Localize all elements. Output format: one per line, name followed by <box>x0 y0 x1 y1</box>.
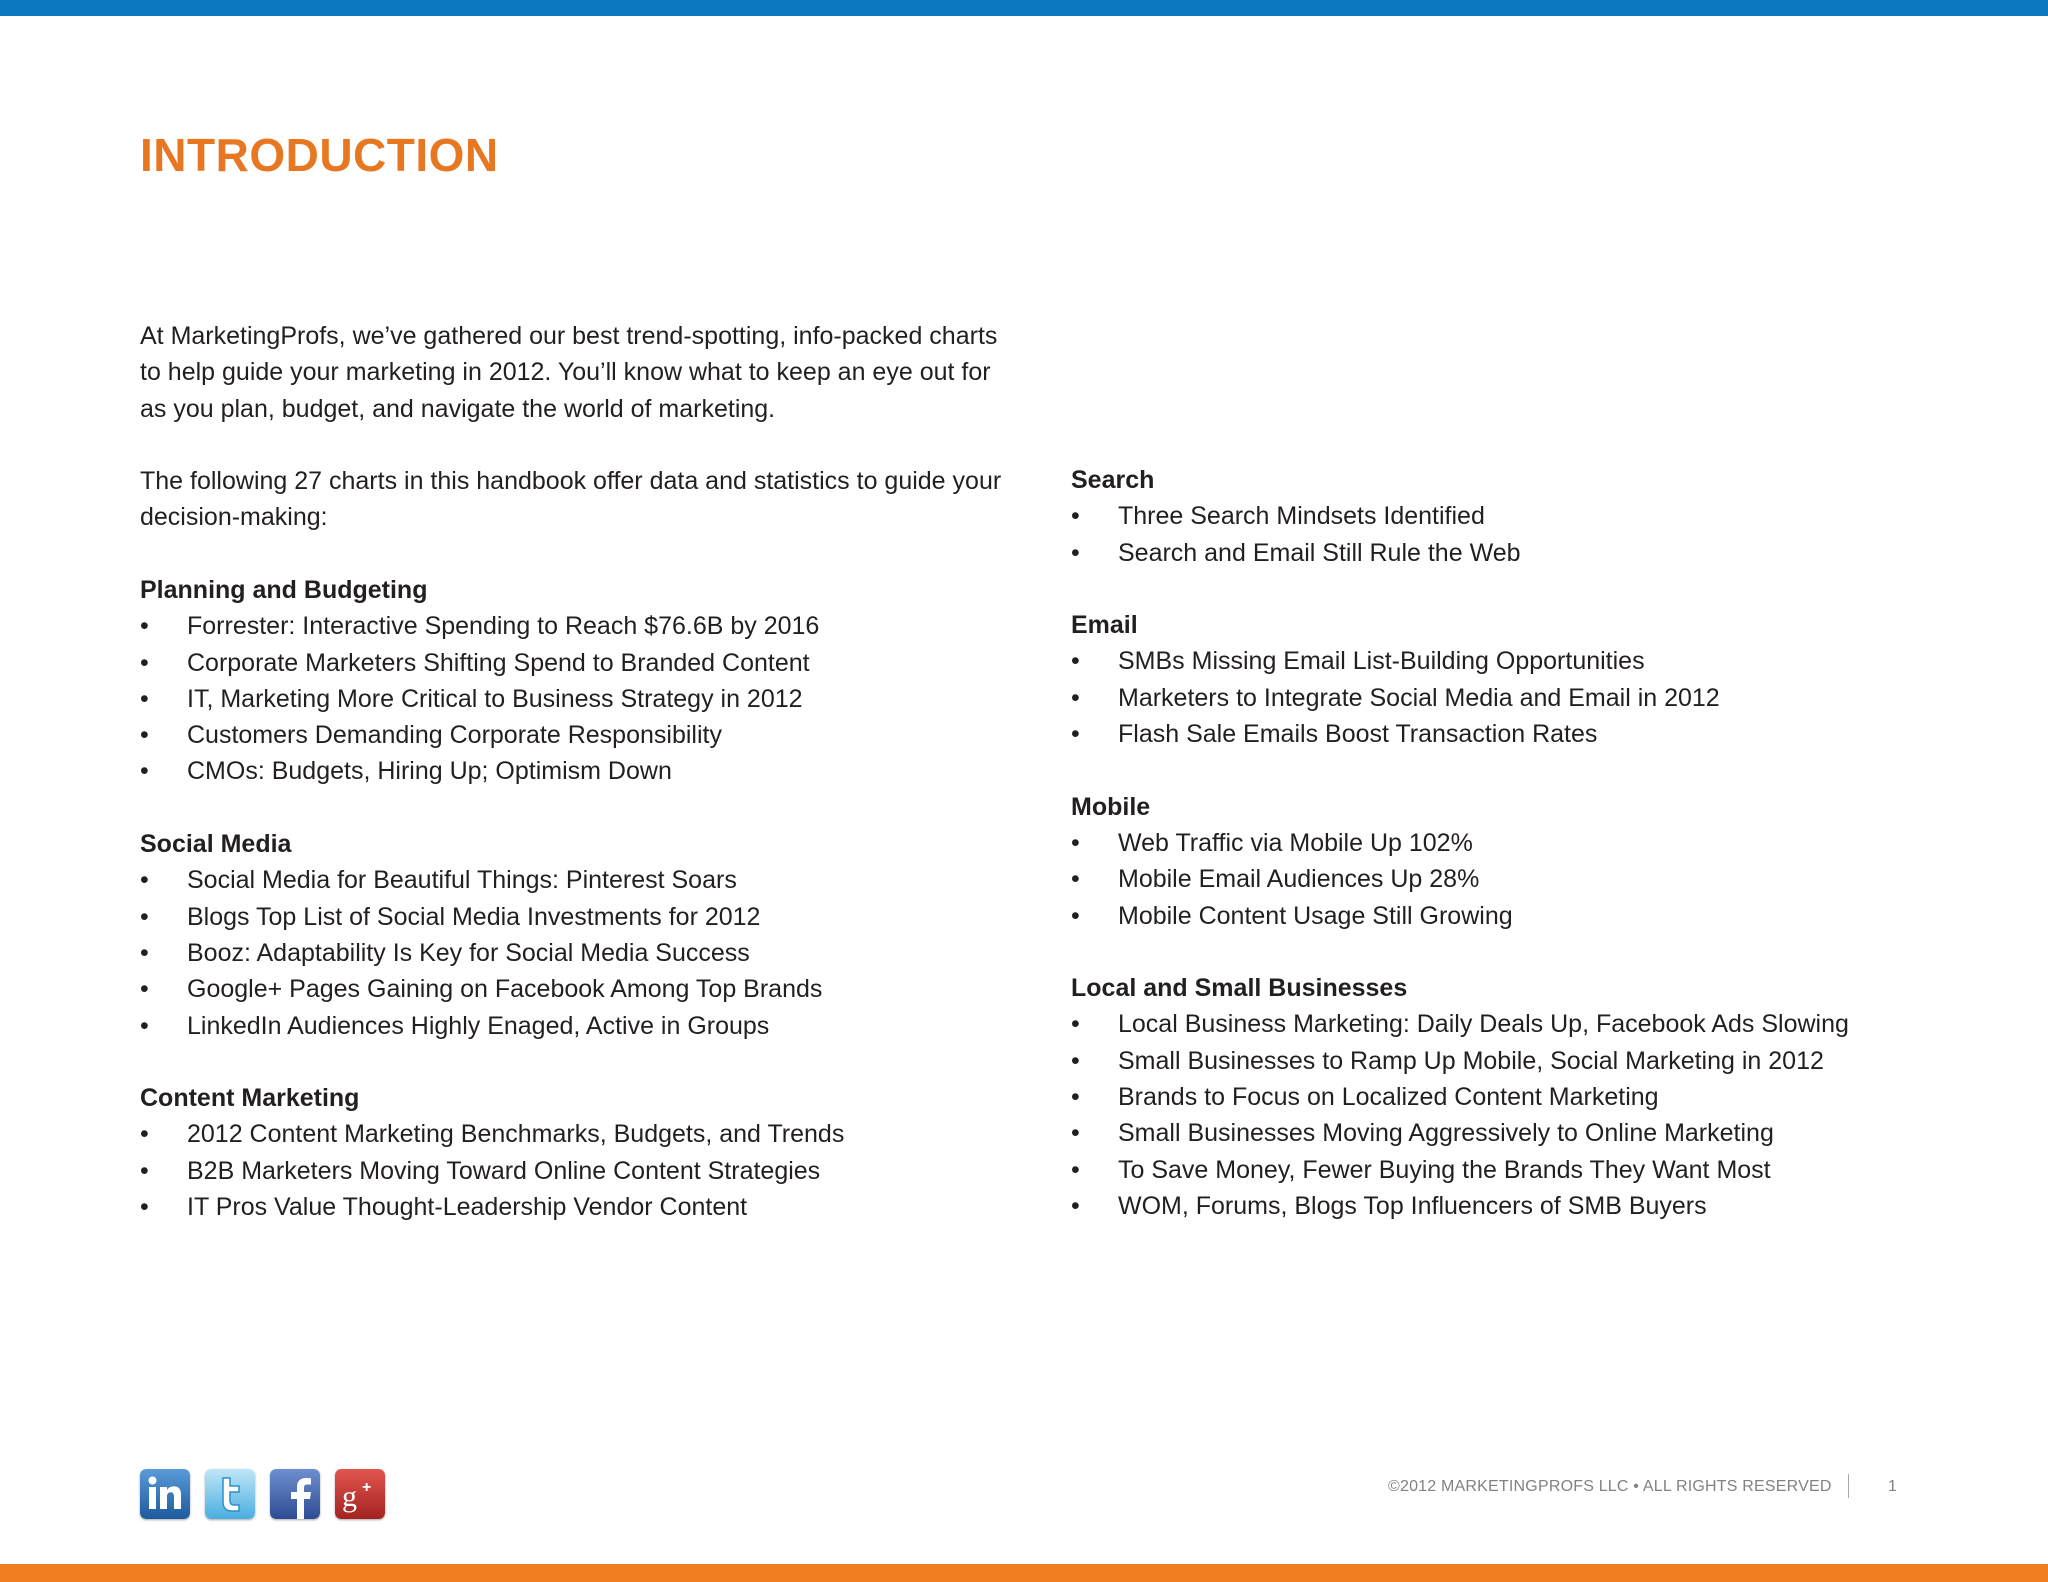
bullet: • <box>1071 1010 1080 1039</box>
intro-paragraph-1 <box>140 318 1040 427</box>
intro-paragraph-2 <box>140 463 1040 536</box>
bullet: • <box>140 757 149 786</box>
bullet: • <box>1071 502 1080 531</box>
chart-list <box>1071 825 1971 934</box>
list-item: • Three Search Mindsets Identified <box>1071 498 1971 534</box>
footer-divider <box>1848 1474 1849 1498</box>
list-item: • Flash Sale Emails Boost Transaction Rates <box>1071 716 1971 752</box>
google-plus-icon[interactable] <box>335 1469 385 1519</box>
section-search <box>1071 462 1971 571</box>
footer-copyright: ©2012 MARKETINGPROFS LLC • ALL RIGHTS RESERVED <box>1388 1478 1832 1495</box>
list-item: • Small Businesses to Ramp Up Mobile, Social Marketing in 2012 <box>1071 1043 1971 1079</box>
list-item: • Forrester: Interactive Spending to Reach $76.6B by 2016 <box>140 608 1040 644</box>
bullet: • <box>140 1193 149 1222</box>
bullet: • <box>140 1156 149 1185</box>
svg-text:g: g <box>342 1480 357 1513</box>
list-item: • IT, Marketing More Critical to Business Strategy in 2012 <box>140 681 1040 717</box>
list-item: • Web Traffic via Mobile Up 102% <box>1071 825 1971 861</box>
page-title: INTRODUCTION <box>140 129 499 181</box>
chart-list <box>140 862 1040 1043</box>
section-local-small-businesses <box>1071 970 1971 1224</box>
bullet: • <box>1071 683 1080 712</box>
bullet: • <box>1071 647 1080 676</box>
section-social-media <box>140 826 1040 1044</box>
list-item: • Customers Demanding Corporate Responsibility <box>140 717 1040 753</box>
section-heading: Planning and Budgeting <box>140 576 428 604</box>
facebook-icon[interactable] <box>270 1469 320 1519</box>
section-email <box>1071 607 1971 752</box>
bullet: • <box>140 612 149 641</box>
bullet: • <box>1071 865 1080 894</box>
intro-line: The following 27 charts in this handbook offer data and statistics to guide your <box>140 467 1002 495</box>
list-item: • Blogs Top List of Social Media Investments for 2012 <box>140 899 1040 935</box>
list-item: • Corporate Marketers Shifting Spend to Branded Content <box>140 645 1040 681</box>
bottom-accent-bar <box>0 1564 2048 1582</box>
intro-line: to help guide your marketing in 2012. You’ll know what to keep an eye out for <box>140 358 991 387</box>
chart-list <box>140 608 1040 789</box>
section-content-marketing <box>140 1080 1040 1225</box>
bullet: • <box>140 721 149 750</box>
list-item: • To Save Money, Fewer Buying the Brands They Want Most <box>1071 1152 1971 1188</box>
bullet: • <box>1071 1155 1080 1184</box>
chart-list <box>1071 498 1971 571</box>
page-number: 1 <box>1888 1478 1898 1495</box>
bullet: • <box>140 938 149 967</box>
list-item: • B2B Marketers Moving Toward Online Content Strategies <box>140 1153 1040 1189</box>
bullet: • <box>1071 1119 1080 1148</box>
linkedin-icon[interactable] <box>140 1469 190 1519</box>
list-item: • Local Business Marketing: Daily Deals Up, Facebook Ads Slowing <box>1071 1006 1971 1042</box>
section-heading: Social Media <box>140 830 292 859</box>
chart-list <box>1071 1006 1971 1224</box>
bullet: • <box>140 684 149 713</box>
intro-line: as you plan, budget, and navigate the world of marketing. <box>140 394 776 423</box>
list-item: • 2012 Content Marketing Benchmarks, Budgets, and Trends <box>140 1116 1040 1152</box>
list-item: • CMOs: Budgets, Hiring Up; Optimism Down <box>140 753 1040 789</box>
bullet: • <box>1071 1083 1080 1112</box>
bullet: • <box>140 1120 149 1149</box>
list-item: • Brands to Focus on Localized Content Marketing <box>1071 1079 1971 1115</box>
chart-list <box>1071 643 1971 752</box>
list-item: • Google+ Pages Gaining on Facebook Among Top Brands <box>140 971 1040 1007</box>
list-item: • Mobile Content Usage Still Growing <box>1071 898 1971 934</box>
social-icons <box>140 1469 385 1519</box>
bullet: • <box>1071 1191 1080 1220</box>
list-item: • Social Media for Beautiful Things: Pinterest Soars <box>140 862 1040 898</box>
list-item: • LinkedIn Audiences Highly Enaged, Active in Groups <box>140 1008 1040 1044</box>
bullet: • <box>1071 828 1080 857</box>
section-heading: Local and Small Businesses <box>1071 974 1408 1003</box>
svg-text:+: + <box>362 1479 372 1496</box>
intro-line: decision-making: <box>140 503 328 532</box>
section-planning-budgeting <box>140 572 1040 790</box>
bullet: • <box>1071 1046 1080 1075</box>
list-item: • SMBs Missing Email List-Building Opportunities <box>1071 643 1971 679</box>
bullet: • <box>1071 720 1080 749</box>
list-item: • Marketers to Integrate Social Media and Email in 2012 <box>1071 680 1971 716</box>
bullet: • <box>140 1011 149 1040</box>
list-item: • WOM, Forums, Blogs Top Influencers of SMB Buyers <box>1071 1188 1971 1224</box>
chart-list <box>140 1116 1040 1225</box>
list-item: • Mobile Email Audiences Up 28% <box>1071 861 1971 897</box>
list-item: • IT Pros Value Thought-Leadership Vendor Content <box>140 1189 1040 1225</box>
bullet: • <box>140 648 149 677</box>
left-column <box>140 572 1040 1262</box>
section-heading: Search <box>1071 466 1155 494</box>
bullet: • <box>1071 538 1080 567</box>
list-item: • Search and Email Still Rule the Web <box>1071 535 1971 571</box>
list-item: • Booz: Adaptability Is Key for Social Media Success <box>140 935 1040 971</box>
section-heading: Mobile <box>1071 792 1151 821</box>
bullet: • <box>140 975 149 1004</box>
top-accent-bar <box>0 0 2048 16</box>
right-column <box>1071 462 1971 1261</box>
bullet: • <box>1071 901 1080 930</box>
list-item: • Small Businesses Moving Aggressively to Online Marketing <box>1071 1115 1971 1151</box>
bullet: • <box>140 902 149 931</box>
bullet: • <box>140 866 149 895</box>
twitter-icon[interactable] <box>205 1469 255 1519</box>
section-heading: Content Marketing <box>140 1084 360 1113</box>
section-heading: Email <box>1071 611 1138 640</box>
section-mobile <box>1071 789 1971 934</box>
intro-line: At MarketingProfs, we’ve gathered our best trend-spotting, info-packed charts <box>140 322 998 350</box>
